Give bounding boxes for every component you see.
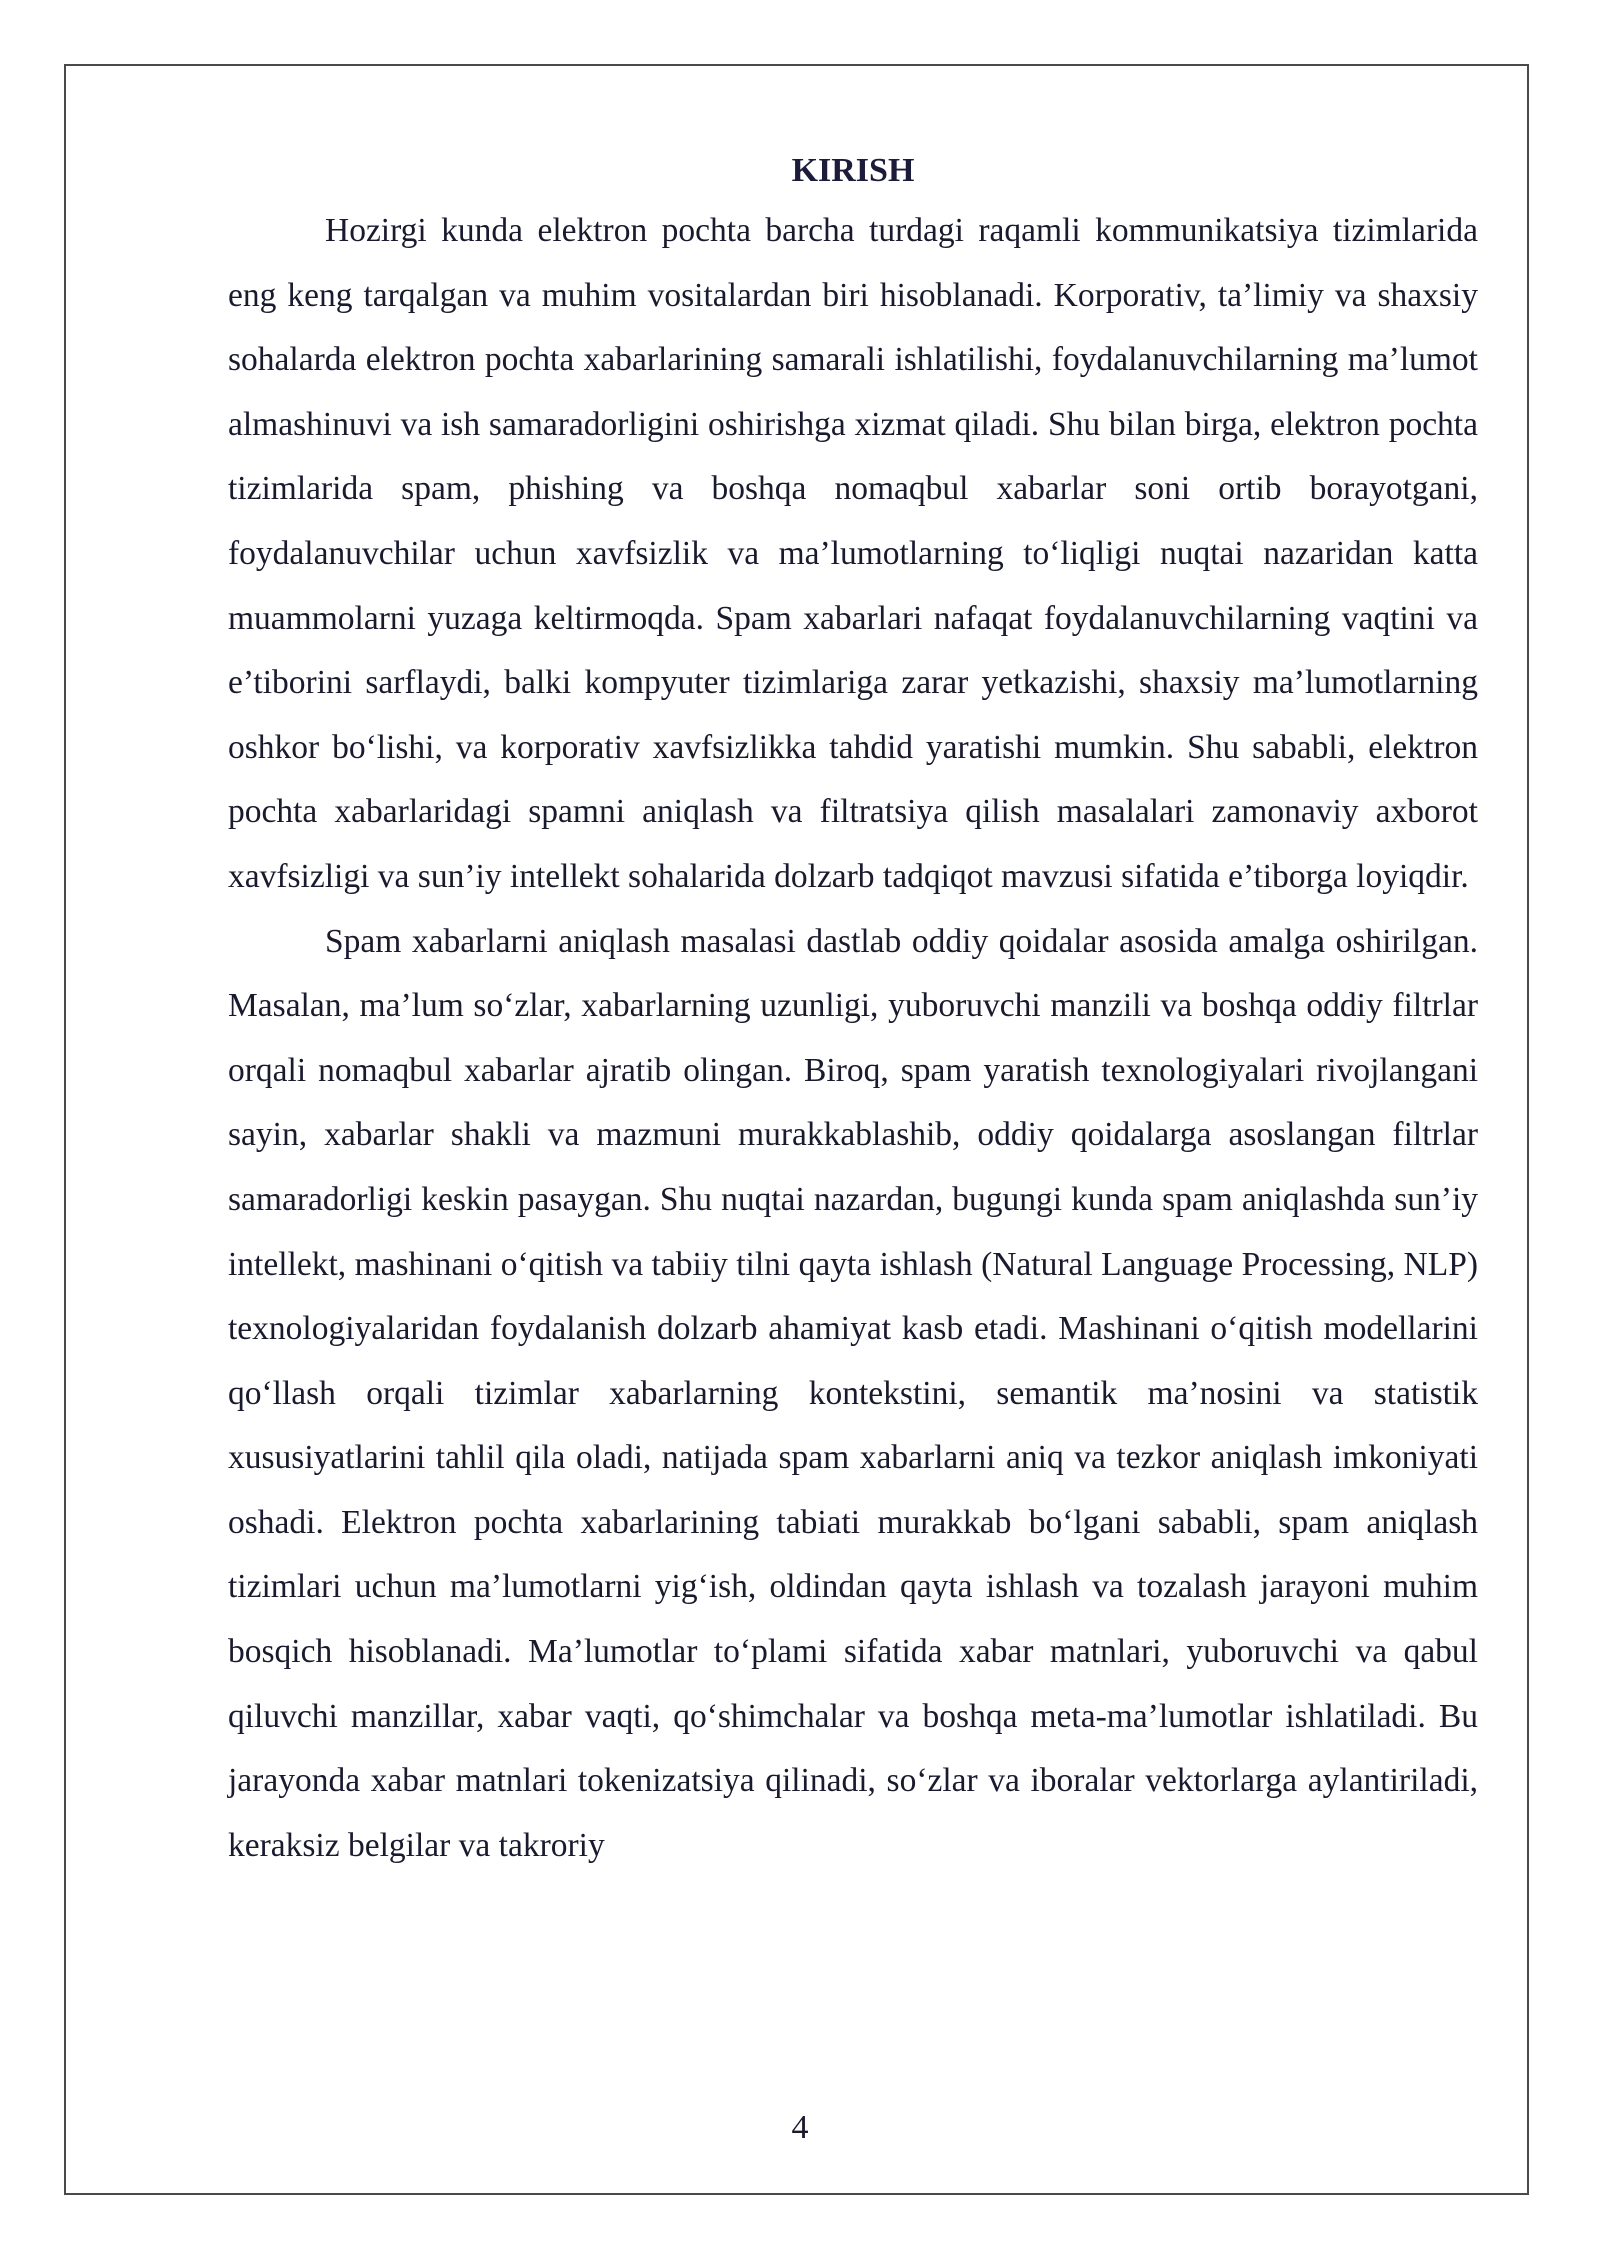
- paragraph-intro: Hozirgi kunda elektron pochta barcha turdagi raqamli kommunikatsiya tizimlarida eng keng tarqalgan va muhim vositalardan biri hisoblanadi. Korporativ, ta’limiy va shaxsiy sohalarda elektron pochta xabarlarining samarali ishlatilishi, foydalanuvchilarning ma’lumot almashinuvi va ish samaradorligini oshirishga xizmat qiladi. Shu bilan birga, elektron pochta tizimlarida spam, phishing va boshqa nomaqbul xabarlar soni ortib borayotgani, foydalanuvchilar uchun xavfsizlik va ma’lumotlarning to‘liqligi nuqtai nazaridan katta muammolarni yuzaga keltirmoqda. Spam xabarlari nafaqat foydalanuvchilarning vaqtini va e’tiborini sarflaydi, balki kompyuter tizimlariga zarar yetkazishi, shaxsiy ma’lumotlarning oshkor bo‘lishi, va korporativ xavfsizlikka tahdid yaratishi mumkin. Shu sababli, elektron pochta xabarlaridagi spamni aniqlash va filtratsiya qilish masalalari zamonaviy axborot xavfsizligi va sun’iy intellekt sohalarida dolzarb tadqiqot mavzusi sifatida e’tiborga loyiqdir.: [228, 212, 1478, 895]
- page-number: 4: [791, 2109, 809, 2146]
- paragraph-spam-detection: Spam xabarlarni aniqlash masalasi dastlab oddiy qoidalar asosida amalga oshirilgan. Masalan, ma’lum so‘zlar, xabarlarning uzunligi, yuboruvchi manzili va boshqa oddiy filtrlar orqali nomaqbul xabarlar ajratib olingan. Biroq, spam yaratish texnologiyalari rivojlangani sayin, xabarlar shakli va mazmuni murakkablashib, oddiy qoidalarga asoslangan filtrlar samaradorligi keskin pasaygan. Shu nuqtai nazardan, bugungi kunda spam aniqlashda sun’iy intellekt, mashinani o‘qitish va tabiiy tilni qayta ishlash (Natural Language Processing, NLP) texnologiyalaridan foydalanish dolzarb ahamiyat kasb etadi. Mashinani o‘qitish modellarini qo‘llash orqali tizimlar xabarlarning kontekstini, semantik ma’nosini va statistik xususiyatlarini tahlil qila oladi, natijada spam xabarlarni aniq va tezkor aniqlash imkoniyati oshadi. Elektron pochta xabarlarining tabiati murakkab bo‘lgani sababli, spam aniqlash tizimlari uchun ma’lumotlarni yig‘ish, oldindan qayta ishlash va tozalash jarayoni muhim bosqich hisoblanadi. Ma’lumotlar to‘plami sifatida xabar matnlari, yuboruvchi va qabul qiluvchi manzillar, xabar vaqti, qo‘shimchalar va boshqa meta-ma’lumotlar ishlatiladi. Bu jarayonda xabar matnlari tokenizatsiya qilinadi, so‘zlar va iboralar vektorlarga aylantiriladi, keraksiz belgilar va takroriy: [228, 922, 1478, 1864]
- section-title: KIRISH: [791, 152, 915, 189]
- document-body: [228, 145, 1478, 1878]
